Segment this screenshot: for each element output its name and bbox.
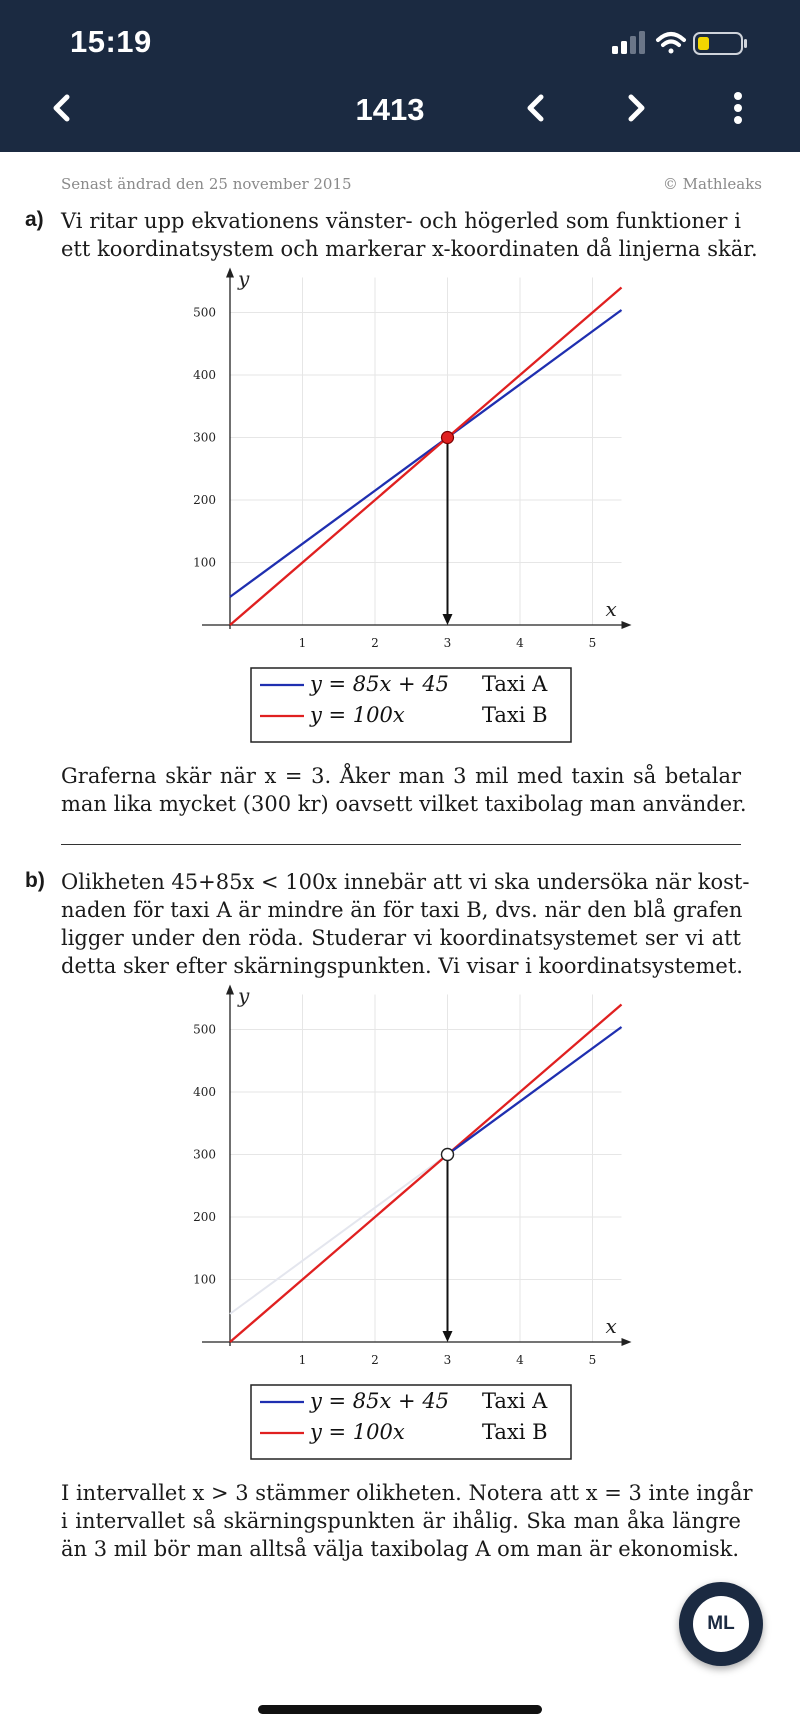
y-axis-arrow: [226, 985, 234, 995]
legend-name: Taxi A: [482, 1389, 548, 1413]
legend-name: Taxi A: [482, 672, 548, 696]
chart-a: [180, 266, 640, 660]
x-axis-label: x: [605, 597, 617, 621]
intersection-point-open: [442, 1149, 454, 1161]
text-line: Olikheten 45+85x < 100x innebär att vi ska undersöka när kost-: [61, 870, 750, 894]
cellular-signal-icon: [612, 31, 645, 54]
text-line: ligger under den röda. Studerar vi koordinatsystemet ser vi att: [61, 926, 741, 950]
series-taxi-b-line: [230, 288, 622, 626]
x-tick-label: 5: [588, 1353, 597, 1367]
x-tick-label: 2: [371, 636, 379, 650]
intersection-arrow-head: [443, 614, 453, 625]
x-tick-label: 5: [588, 636, 597, 650]
x-tick-label: 2: [371, 1353, 379, 1367]
section-b-conclusion: [61, 1479, 753, 1563]
y-tick-label: 400: [193, 368, 216, 382]
status-time: 15:19: [70, 24, 152, 59]
y-axis-arrow: [226, 268, 234, 278]
text-line: I intervallet x > 3 stämmer olikheten. Notera att x = 3 inte ingår: [61, 1481, 753, 1505]
legend-b: [250, 1384, 572, 1460]
legend-formula: y = 100x: [310, 703, 405, 727]
legend-a: [250, 667, 572, 743]
series-taxi-a-line: [448, 1027, 622, 1155]
x-axis-arrow: [622, 621, 632, 629]
section-a-conclusion: [61, 762, 747, 818]
top-bar: [0, 0, 800, 152]
x-axis-arrow: [622, 1338, 632, 1346]
x-tick-label: 4: [516, 636, 524, 650]
section-b-label: b): [25, 869, 45, 892]
fab-label: ML: [693, 1596, 749, 1652]
battery-icon: [694, 33, 747, 54]
chart-b: [180, 983, 640, 1377]
series-taxi-a-faded: [230, 1155, 448, 1314]
home-indicator: [258, 1705, 542, 1714]
y-tick-label: 300: [193, 430, 216, 445]
page-title: 1413: [355, 92, 425, 127]
text-line: ett koordinatsystem och markerar x-koordinaten då linjerna skär.: [61, 237, 758, 261]
text-line: naden för taxi A är mindre än för taxi B, dvs. när den blå grafen: [61, 898, 743, 922]
y-tick-label: 200: [193, 1210, 216, 1224]
previous-exercise-button[interactable]: [514, 86, 558, 130]
wifi-icon: [658, 34, 684, 54]
section-a-intro: [61, 207, 758, 263]
legend-formula: y = 85x + 45: [310, 672, 450, 696]
text-line: Vi ritar upp ekvationens vänster- och högerled som funktioner i: [61, 209, 741, 233]
legend-formula: y = 85x + 45: [310, 1389, 450, 1413]
intersection-point: [442, 432, 454, 444]
status-icons: [598, 28, 758, 58]
x-tick-label: 3: [443, 636, 452, 650]
y-tick-label: 100: [193, 555, 216, 570]
more-vertical-icon: [716, 86, 760, 130]
text-line: än 3 mil bör man alltså välja taxibolag A om man är ekonomisk.: [61, 1537, 740, 1561]
legend-name: Taxi B: [482, 703, 548, 727]
series-taxi-a-line: [230, 310, 622, 597]
intersection-arrow-head: [443, 1331, 453, 1342]
x-tick-label: 3: [443, 1353, 452, 1367]
chevron-left-icon: [514, 86, 558, 130]
legend-formula: y = 100x: [310, 1420, 405, 1444]
x-tick-label: 4: [516, 1353, 524, 1367]
text-line: man lika mycket (300 kr) oavsett vilket taxibolag man använder.: [61, 792, 747, 816]
copyright: © Mathleaks: [662, 175, 762, 193]
x-tick-label: 1: [298, 636, 307, 650]
x-tick-label: 1: [298, 1353, 307, 1367]
x-axis-label: x: [605, 1314, 617, 1338]
y-tick-label: 100: [193, 1272, 216, 1287]
modified-date: Senast ändrad den 25 november 2015: [61, 175, 352, 193]
text-line: Graferna skär när x = 3. Åker man 3 mil med taxin så betalar: [61, 764, 741, 788]
y-tick-label: 400: [193, 1085, 216, 1099]
section-a-label: a): [25, 208, 44, 231]
y-tick-label: 500: [193, 1022, 216, 1037]
section-divider: [61, 844, 741, 845]
legend-name: Taxi B: [482, 1420, 548, 1444]
y-axis-label: y: [238, 266, 250, 291]
y-tick-label: 300: [193, 1147, 216, 1162]
y-axis-label: y: [238, 983, 250, 1008]
more-options-button[interactable]: [716, 86, 760, 130]
series-taxi-b-line: [230, 1005, 622, 1343]
y-tick-label: 200: [193, 493, 216, 507]
mathleaks-fab-button[interactable]: [679, 1582, 763, 1666]
text-line: i intervallet så skärningspunkten är ihålig. Ska man åka längre: [61, 1509, 741, 1533]
next-exercise-button[interactable]: [614, 86, 658, 130]
text-line: detta sker efter skärningspunkten. Vi visar i koordinatsystemet.: [61, 954, 743, 978]
chevron-right-icon: [614, 86, 658, 130]
y-tick-label: 500: [193, 305, 216, 320]
section-b-intro: [61, 868, 750, 980]
